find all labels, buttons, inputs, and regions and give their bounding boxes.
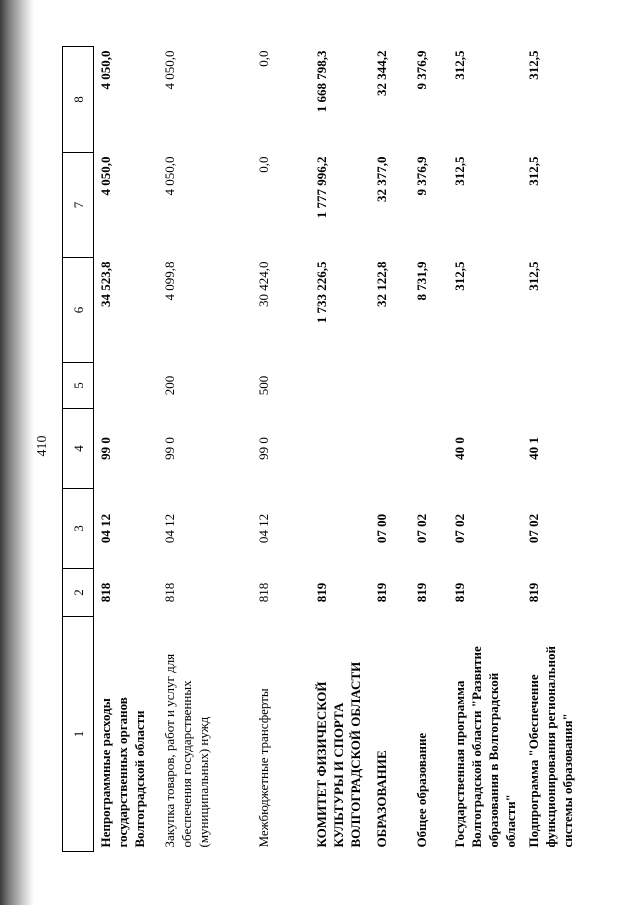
budget-table: [62, 46, 602, 852]
cell-col8: 4 050,0: [98, 50, 113, 90]
cell-col7: 312,5: [526, 156, 541, 186]
cell-col6: 32 122,8: [374, 261, 389, 307]
cell-col6: 1 733 226,5: [314, 261, 329, 324]
column-header: 2: [63, 569, 94, 617]
cell-col8: 9 376,9: [414, 50, 429, 90]
column-header: 3: [63, 489, 94, 569]
cell-col6: 312,5: [526, 261, 541, 291]
cell-col6: 30 424,0: [256, 261, 271, 307]
cell-col5: [94, 363, 159, 409]
table-row: [158, 47, 252, 852]
cell-col4: 99 0: [256, 437, 271, 460]
cell-col5: [310, 363, 370, 409]
cell-col4: [310, 409, 370, 489]
table-row: [522, 47, 602, 852]
row-name: Государственная программа Волгоградской области "Развитие образования в Волгоградской области": [452, 646, 518, 848]
cell-col7: 312,5: [452, 156, 467, 186]
cell-col2: 819: [374, 582, 389, 603]
cell-col2: 818: [256, 582, 271, 603]
cell-col5: [448, 363, 522, 409]
cell-col8: 312,5: [452, 50, 467, 80]
cell-col8: 1 668 798,3: [314, 50, 329, 113]
table-header-row: [63, 47, 94, 852]
cell-col3: 04 12: [98, 513, 113, 544]
cell-col7: 1 777 996,2: [314, 156, 329, 219]
cell-col7: 32 377,0: [374, 156, 389, 202]
column-header: 6: [63, 258, 94, 363]
cell-col7: 0,0: [256, 156, 271, 173]
table-row: [94, 47, 159, 852]
cell-col4: [370, 409, 410, 489]
cell-col2: 818: [98, 582, 113, 603]
row-name: Непрограммные расходы государственных органов Волгоградской области: [98, 697, 147, 848]
cell-col4: 40 0: [452, 437, 467, 460]
table-row: [448, 47, 522, 852]
column-header: 5: [63, 363, 94, 409]
column-header: 8: [63, 47, 94, 153]
table-row: [310, 47, 370, 852]
cell-col3: 07 02: [526, 513, 541, 544]
cell-col7: 4 050,0: [98, 156, 113, 196]
cell-col2: 819: [314, 582, 329, 603]
cell-col8: 32 344,2: [374, 50, 389, 96]
cell-col2: 819: [452, 582, 467, 603]
column-header: 4: [63, 409, 94, 489]
row-name: Общее образование: [414, 732, 429, 848]
cell-col5: 500: [256, 375, 271, 396]
table-row: [370, 47, 410, 852]
table-row: [410, 47, 448, 852]
rotated-table-container: [62, 47, 600, 852]
cell-col3: 07 02: [414, 513, 429, 544]
table-row: [252, 47, 310, 852]
cell-col5: [522, 363, 602, 409]
cell-col4: 99 0: [162, 437, 177, 460]
cell-col6: 4 099,8: [162, 261, 177, 301]
cell-col3: 04 12: [256, 513, 271, 544]
cell-col3: 04 12: [162, 513, 177, 544]
column-header: 1: [63, 617, 94, 852]
cell-col6: 34 523,8: [98, 261, 113, 307]
cell-col8: 0,0: [256, 50, 271, 67]
cell-col6: 8 731,9: [414, 261, 429, 301]
page-number: 410: [35, 435, 50, 457]
cell-col5: 200: [162, 375, 177, 396]
cell-col4: 99 0: [98, 437, 113, 460]
row-name: КОМИТЕТ ФИЗИЧЕСКОЙ КУЛЬТУРЫ И СПОРТА ВОЛГОГРАДСКОЙ ОБЛАСТИ: [314, 661, 363, 848]
row-name: Подпрограмма "Обеспечение функционирования региональной системы образования": [526, 646, 575, 848]
cell-col3: 07 00: [374, 513, 389, 544]
cell-col6: 312,5: [452, 261, 467, 291]
row-name: ОБРАЗОВАНИЕ: [374, 750, 389, 848]
cell-col8: 312,5: [526, 50, 541, 80]
row-name: Закупка товаров, работ и услуг для обеспечения государственных (муниципальных) нужд: [162, 653, 211, 848]
cell-col2: 819: [526, 582, 541, 603]
cell-col2: 818: [162, 582, 177, 603]
scan-edge-shadow: [0, 0, 34, 905]
cell-col5: [410, 363, 448, 409]
cell-col3: [310, 489, 370, 569]
cell-col4: [410, 409, 448, 489]
cell-col5: [370, 363, 410, 409]
cell-col4: 40 1: [526, 437, 541, 460]
cell-col2: 819: [414, 582, 429, 603]
row-name: Межбюджетные трансферты: [256, 688, 271, 848]
cell-col7: 9 376,9: [414, 156, 429, 196]
cell-col3: 07 02: [452, 513, 467, 544]
column-header: 7: [63, 153, 94, 258]
cell-col8: 4 050,0: [162, 50, 177, 90]
cell-col7: 4 050,0: [162, 156, 177, 196]
